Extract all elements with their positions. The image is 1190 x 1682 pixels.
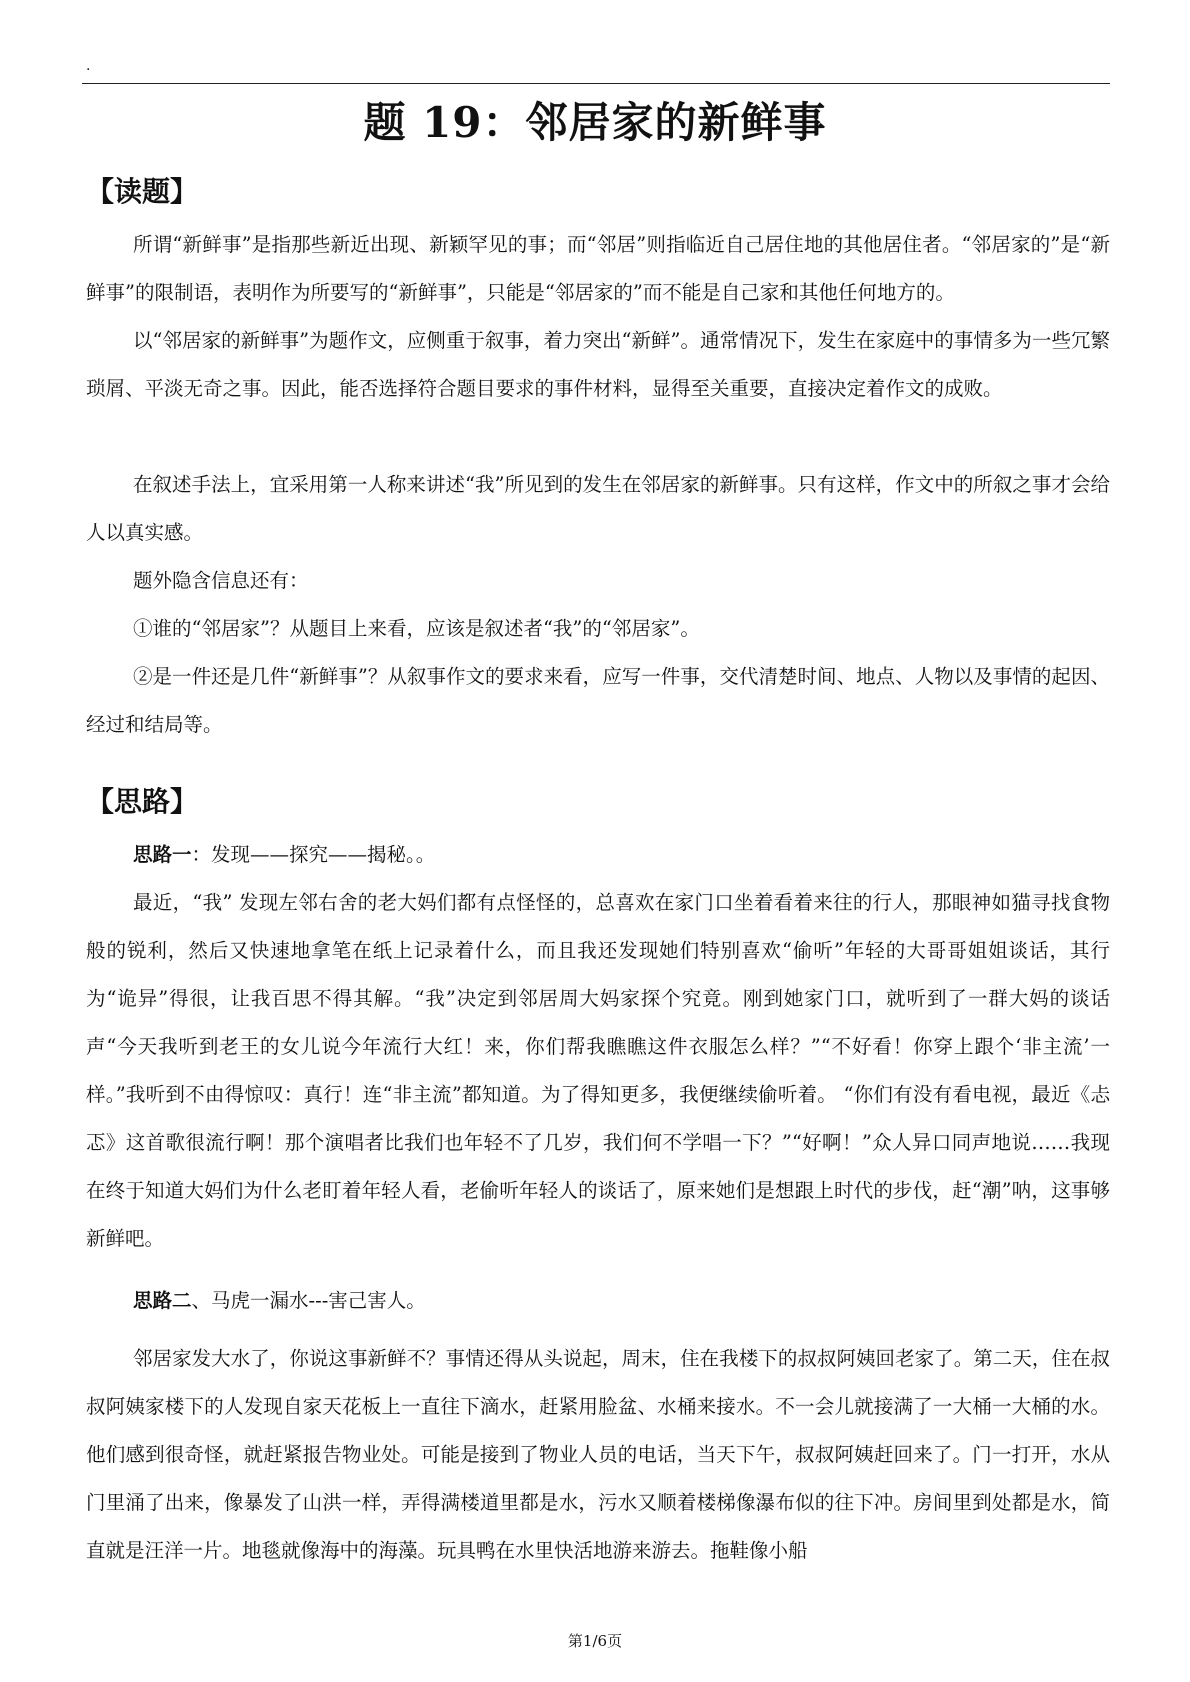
- idea2-body: 邻居家发大水了，你说这事新鲜不？事情还得从头说起，周末，住在我楼下的叔叔阿姨回老家了。第二天，住在叔叔阿姨家楼下的人发现自家天花板上一直往下滴水，赶紧用脸盆、水桶来接水。不一会儿就接满了一大桶一大桶的水。他们感到很奇怪，就赶紧报告物业处。可能是接到了物业人员的电话，当天下午，叔叔阿姨赶回来了。门一打开，水从门里涌了出来，像暴发了山洪一样，弄得满楼道里都是水，污水又顺着楼梯像瀑布似的往下冲。房间里到处都是水，简直就是汪洋一片。地毯就像海中的海藻。玩具鸭在水里快活地游来游去。拖鞋像小船: [86, 1347, 1110, 1562]
- header-rule: [82, 83, 1110, 84]
- reading-paragraph-1: 所谓“新鲜事”是指那些新近出现、新颖罕见的事；而“邻居”则指临近自己居住地的其他居住者。“邻居家的”是“新鲜事”的限制语，表明作为所要写的“新鲜事”，只能是“邻居家的”而不能是自己家和其他任何地方的。: [86, 233, 1110, 304]
- idea1-body: 最近，“我” 发现左邻右舍的老大妈们都有点怪怪的，总喜欢在家门口坐着看着来往的行人，那眼神如猫寻找食物般的锐利，然后又快速地拿笔在纸上记录着什么，而且我还发现她们特别喜欢“偷听”年轻的大哥哥姐姐谈话，其行为“诡异”得很，让我百思不得其解。“我”决定到邻居周大妈家探个究竟。刚到她家门口，就听到了一群大妈的谈话声“今天我听到老王的女儿说今年流行大红！来，你们帮我瞧瞧这件衣服怎么样？”“不好看！你穿上跟个‘非主流’一样。”我听到不由得惊叹：真行！连“非主流”都知道。为了得知更多，我便继续偷听着。 “你们有没有看电视，最近《忐忑》这首歌很流行啊！那个演唱者比我们也年轻不了几岁，我们何不学唱一下？”“好啊！”众人异口同声地说……我现在终于知道大妈们为什么老盯着年轻人看，老偷听年轻人的谈话了，原来她们是想跟上时代的步伐，赶“潮”呐，这事够新鲜吧。: [86, 891, 1110, 1250]
- page-number: 第1/6页: [567, 1632, 623, 1650]
- reading-paragraph-5: ①谁的“邻居家”？从题目上来看，应该是叙述者“我”的“邻居家”。: [133, 617, 700, 640]
- page-title: 题 19：邻居家的新鲜事: [363, 98, 827, 147]
- ideas-heading: 【思路】: [86, 785, 199, 818]
- idea1-summary: [86, 831, 1110, 879]
- reading-paragraph-4: 题外隐含信息还有：: [133, 569, 309, 592]
- idea1-label: 思路一: [133, 843, 192, 866]
- reading-paragraph-2: 以“邻居家的新鲜事”为题作文，应侧重于叙事，着力突出“新鲜”。通常情况下，发生在家庭中的事情多为一些冗繁琐屑、平淡无奇之事。因此，能否选择符合题目要求的事件材料，显得至关重要，直接决定着作文的成败。: [86, 329, 1110, 400]
- idea1-summary-text: ：发现——探究——揭秘。。: [191, 843, 436, 866]
- reading-heading: 【读题】: [86, 175, 199, 208]
- idea2-summary-text: 、马虎一漏水---害己害人。: [191, 1289, 426, 1312]
- reading-paragraph-6: ②是一件还是几件“新鲜事”？从叙事作文的要求来看，应写一件事，交代清楚时间、地点、人物以及事情的起因、经过和结局等。: [86, 665, 1110, 736]
- reading-paragraph-3: 在叙述手法上，宜采用第一人称来讲述“我”所见到的发生在邻居家的新鲜事。只有这样，作文中的所叙之事才会给人以真实感。: [86, 473, 1110, 544]
- header-mark: .: [86, 58, 91, 74]
- idea2-label: 思路二: [133, 1289, 192, 1312]
- idea2-summary: [86, 1277, 1110, 1325]
